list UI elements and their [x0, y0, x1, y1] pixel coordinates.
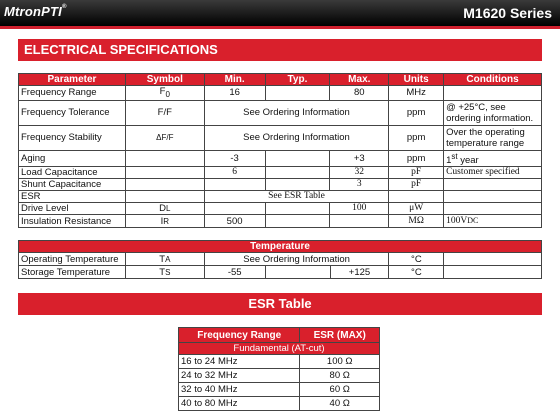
col-header-esr-max: ESR (MAX)	[300, 328, 380, 343]
esr-value-cell: 40 Ω	[300, 397, 380, 411]
table-row	[19, 191, 542, 203]
table-row	[19, 125, 542, 150]
max-cell: +3	[330, 150, 389, 166]
typ-cell	[265, 86, 330, 101]
max-cell	[330, 215, 389, 228]
parameter-cell: Insulation Resistance	[19, 215, 126, 228]
esr-header-row	[179, 328, 380, 343]
symbol-cell: DL	[125, 203, 204, 215]
typ-cell	[265, 167, 330, 179]
esr-subheader-row	[179, 343, 380, 355]
conditions-cell: Over the operating temperature range	[444, 125, 542, 150]
symbol-cell	[125, 191, 204, 203]
conditions-cell: Customer specified	[444, 167, 542, 179]
frequency-range-cell: 32 to 40 MHz	[179, 383, 300, 397]
conditions-cell	[444, 191, 542, 203]
conditions-cell	[444, 253, 542, 266]
symbol-cell	[125, 150, 204, 166]
conditions-cell: 1st year	[444, 150, 542, 166]
table-row	[19, 86, 542, 101]
max-cell: 32	[330, 167, 389, 179]
symbol-cell: IR	[125, 215, 204, 228]
conditions-cell	[444, 203, 542, 215]
table-row	[19, 150, 542, 166]
col-header-typ: Typ.	[265, 74, 330, 86]
conditions-cell	[444, 179, 542, 191]
units-cell: ppm	[389, 125, 444, 150]
symbol-cell: F/F	[125, 100, 204, 125]
typ-cell	[265, 150, 330, 166]
conditions-cell	[444, 86, 542, 101]
units-cell: ppm	[389, 100, 444, 125]
esr-value-cell: 60 Ω	[300, 383, 380, 397]
table-row	[179, 355, 380, 369]
col-header-frequency-range: Frequency Range	[179, 328, 300, 343]
table-row	[179, 383, 380, 397]
table-row	[19, 100, 542, 125]
units-cell: MΩ	[389, 215, 444, 228]
header-divider	[0, 26, 560, 29]
merged-value-cell: See Ordering Information	[204, 253, 389, 266]
electrical-specifications-banner: ELECTRICAL SPECIFICATIONS	[18, 39, 542, 61]
col-header-min: Min.	[204, 74, 265, 86]
max-cell: 100	[330, 203, 389, 215]
col-header-parameter: Parameter	[19, 74, 126, 86]
symbol-cell	[125, 167, 204, 179]
parameter-cell: ESR	[19, 191, 126, 203]
max-cell: 80	[330, 86, 389, 101]
symbol-cell: TS	[125, 266, 204, 279]
units-cell: μW	[389, 203, 444, 215]
table-row	[19, 179, 542, 191]
units-cell: ppm	[389, 150, 444, 166]
conditions-cell: @ +25°C, see ordering information.	[444, 100, 542, 125]
units-cell: pF	[389, 179, 444, 191]
units-cell	[389, 191, 444, 203]
esr-value-cell: 100 Ω	[300, 355, 380, 369]
min-cell	[204, 203, 265, 215]
conditions-cell: 100VDC	[444, 215, 542, 228]
min-cell	[204, 179, 265, 191]
min-cell: 6	[204, 167, 265, 179]
merged-value-cell: See Ordering Information	[204, 125, 389, 150]
parameter-cell: Drive Level	[19, 203, 126, 215]
frequency-range-cell: 40 to 80 MHz	[179, 397, 300, 411]
max-cell: 3	[330, 179, 389, 191]
table-row	[19, 253, 542, 266]
parameter-cell: Shunt Capacitance	[19, 179, 126, 191]
table-row	[19, 215, 542, 228]
symbol-cell: TA	[125, 253, 204, 266]
parameter-cell: Aging	[19, 150, 126, 166]
max-cell: +125	[330, 266, 389, 279]
merged-value-cell: See ESR Table	[204, 191, 389, 203]
parameter-cell: Operating Temperature	[19, 253, 126, 266]
parameter-cell: Storage Temperature	[19, 266, 126, 279]
table-row	[19, 203, 542, 215]
col-header-symbol: Symbol	[125, 74, 204, 86]
typ-cell	[265, 179, 330, 191]
temperature-table	[18, 240, 542, 279]
col-header-units: Units	[389, 74, 444, 86]
units-cell: °C	[389, 253, 444, 266]
symbol-cell: ΔF/F	[125, 125, 204, 150]
temperature-header-row	[19, 241, 542, 253]
typ-cell	[265, 266, 330, 279]
spec-header-row	[19, 74, 542, 86]
col-header-max: Max.	[330, 74, 389, 86]
header-bar	[0, 0, 560, 26]
temperature-title: Temperature	[19, 241, 542, 253]
table-row	[19, 266, 542, 279]
table-row	[19, 167, 542, 179]
table-row	[179, 397, 380, 411]
esr-table-banner: ESR Table	[18, 293, 542, 315]
min-cell: -55	[204, 266, 265, 279]
min-cell: 500	[204, 215, 265, 228]
esr-value-cell: 80 Ω	[300, 369, 380, 383]
electrical-spec-table	[18, 73, 542, 228]
parameter-cell: Frequency Range	[19, 86, 126, 101]
min-cell: -3	[204, 150, 265, 166]
frequency-range-cell: 16 to 24 MHz	[179, 355, 300, 369]
series-title: M1620 Series	[463, 5, 552, 21]
esr-subheader: Fundamental (AT-cut)	[179, 343, 380, 355]
symbol-cell	[125, 179, 204, 191]
units-cell: MHz	[389, 86, 444, 101]
parameter-cell: Load Capacitance	[19, 167, 126, 179]
typ-cell	[265, 203, 330, 215]
min-cell: 16	[204, 86, 265, 101]
typ-cell	[265, 215, 330, 228]
conditions-cell	[444, 266, 542, 279]
parameter-cell: Frequency Tolerance	[19, 100, 126, 125]
units-cell: pF	[389, 167, 444, 179]
symbol-cell: $F_0$	[125, 86, 204, 101]
col-header-conditions: Conditions	[444, 74, 542, 86]
table-row	[179, 369, 380, 383]
mtronpti-logo: MtronPTI®	[4, 4, 67, 19]
units-cell: °C	[389, 266, 444, 279]
parameter-cell: Frequency Stability	[19, 125, 126, 150]
merged-value-cell: See Ordering Information	[204, 100, 389, 125]
esr-table	[178, 327, 380, 411]
frequency-range-cell: 24 to 32 MHz	[179, 369, 300, 383]
